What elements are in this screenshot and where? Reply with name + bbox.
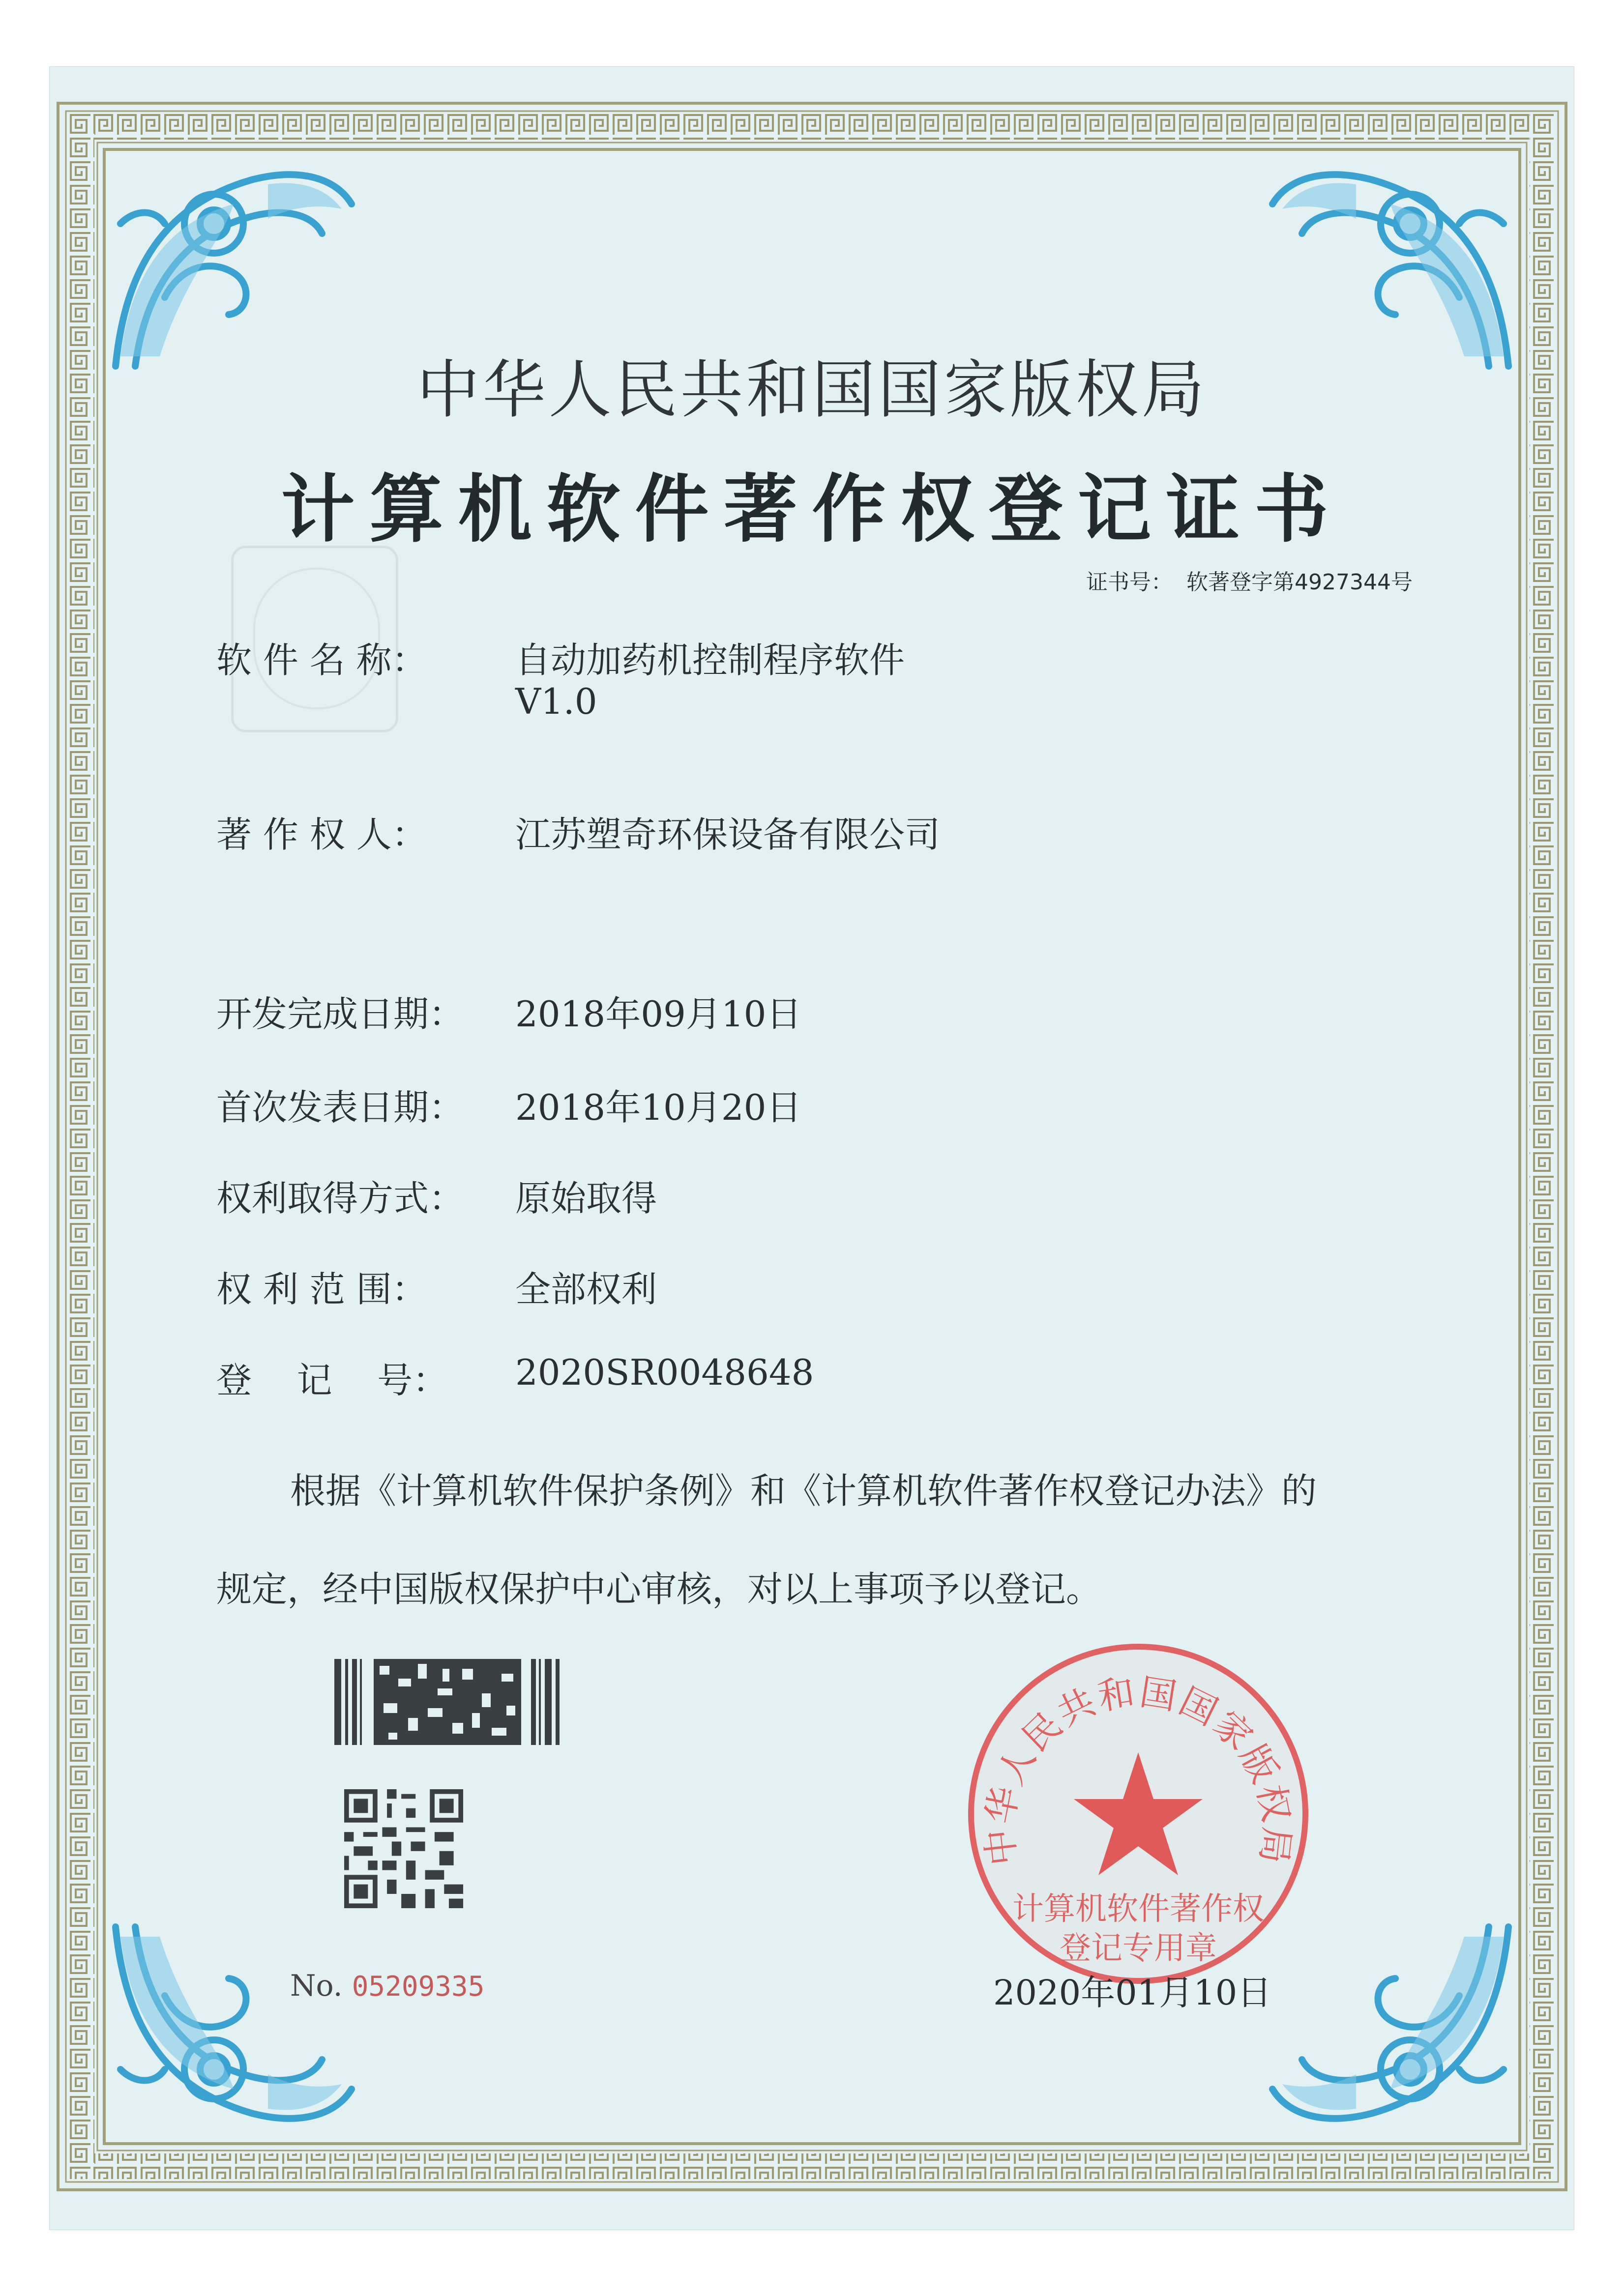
- field-label-development-date: 开发完成日期：: [216, 993, 465, 1035]
- scroll-ornament-bottom-left: [106, 1912, 361, 2143]
- field-value-software-version: V1.0: [515, 681, 597, 722]
- certificate-number-label: 证书号：: [1086, 570, 1173, 595]
- field-value-publication-date: 2018年10月20日: [515, 1087, 802, 1128]
- seal-line-1: 计算机软件著作权: [1012, 1891, 1264, 1927]
- seal-line-2: 登记专用章: [1060, 1930, 1217, 1967]
- field-label-copyright-owner: 著 作 权 人：: [216, 814, 427, 855]
- certificate-number: [1086, 564, 1413, 596]
- statement-line-1: 根据《计算机软件保护条例》和《计算机软件著作权登记办法》的: [290, 1470, 1317, 1511]
- field-value-rights-scope: 全部权利: [515, 1269, 657, 1310]
- statement-line-2: 规定，经中国版权保护中心审核，对以上事项予以登记。: [216, 1569, 1102, 1610]
- serial-value: 05209335: [352, 1971, 485, 2003]
- field-label-acquisition-method: 权利取得方式：: [216, 1178, 465, 1219]
- field-label-registration-number: 登 记 号：: [216, 1360, 448, 1401]
- field-value-copyright-owner: 江苏塑奇环保设备有限公司: [515, 814, 941, 855]
- field-value-development-date: 2018年09月10日: [515, 993, 802, 1035]
- field-value-registration-number: 2020SR0048648: [515, 1352, 814, 1393]
- barcode: [334, 1659, 565, 1745]
- certificate-number-value: 软著登字第4927344号: [1186, 570, 1413, 595]
- issue-date: 2020年01月10日: [993, 1973, 1272, 2013]
- field-value-acquisition-method: 原始取得: [515, 1178, 657, 1219]
- field-label-rights-scope: 权 利 范 围：: [216, 1269, 427, 1310]
- field-label-publication-date: 首次发表日期：: [216, 1087, 465, 1128]
- serial-prefix: No.: [290, 1969, 343, 2003]
- qr-code: [344, 1789, 463, 1908]
- official-seal: [959, 1634, 1318, 1993]
- field-label-software-name: 软 件 名 称：: [216, 639, 427, 681]
- issuing-authority: 中华人民共和国国家版权局: [416, 353, 1208, 427]
- seal-arc-text: 中华人民共和国国家版权局: [978, 1671, 1299, 1868]
- field-value-software-name: 自动加药机控制程序软件: [515, 639, 905, 681]
- certificate-title: 计算机软件著作权登记证书: [281, 466, 1343, 552]
- serial-number: [290, 1969, 484, 2003]
